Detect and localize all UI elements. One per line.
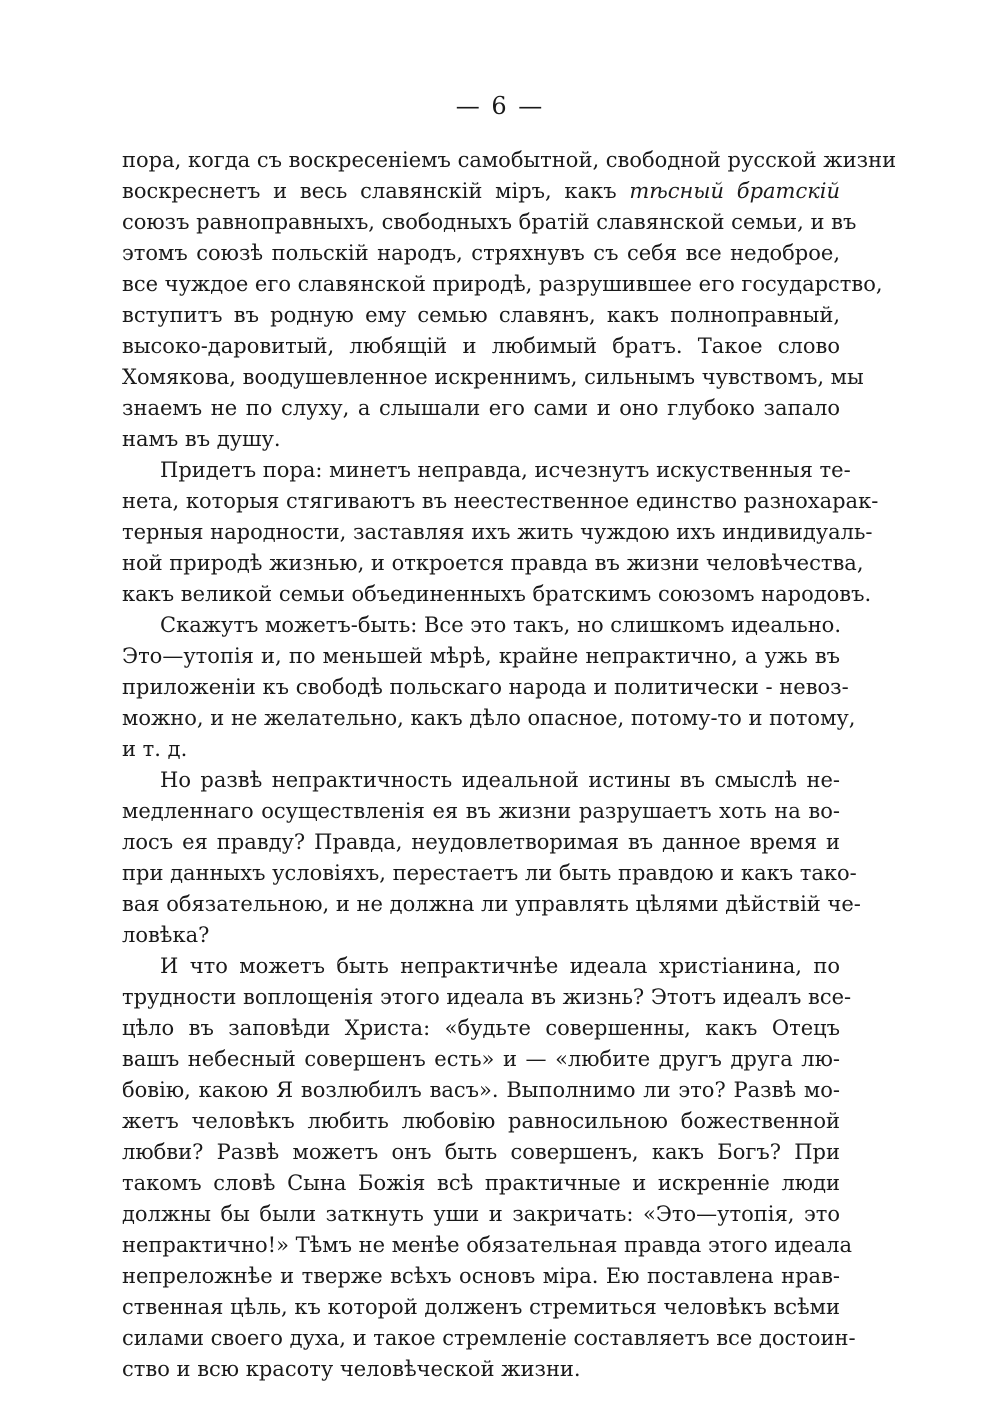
text-line: непреложнѣе и тверже всѣхъ основъ мiра. Ею поставлена нрав- [122,1264,840,1288]
text-line: Придетъ пора: минетъ неправда, исчезнутъ искуственныя те- [160,458,851,482]
text-line: какъ великой семьи объединенныхъ братскимъ союзомъ народовъ. [122,582,872,606]
body-text [122,145,897,1385]
text-line: все чуждое его славянской природѣ, разрушившее его государство, [122,272,883,296]
paragraph-4 [122,765,861,951]
text-line: ной природѣ жизнью, и откроется правда въ жизни человѣчества, [122,551,864,575]
text-line: жетъ человѣкъ любить любовiю равносильною божественной [122,1109,840,1133]
text-line: вашъ небесный совершенъ есть» и — «любите другъ друга лю- [122,1047,840,1071]
text-line: ство и всю красоту человѣческой жизни. [122,1357,581,1381]
text-line: при данныхъ условiяхъ, перестаетъ ли быть правдою и какъ тако- [122,861,857,885]
text-line: ловѣка? [122,923,210,947]
text-line: вступитъ въ родную ему семью славянъ, какъ полноправный, [122,303,840,327]
italic-phrase: тѣсный братскiй [629,179,840,203]
text-line: Хомякова, воодушевленное искреннимъ, сильнымъ чувствомъ, мы [122,365,864,389]
paragraph-1 [122,145,897,455]
text-line: должны бы были заткнуть уши и закричать: «Это—утопiя, это [122,1202,840,1226]
text-segment: воскреснетъ и весь славянскiй мiръ, какъ [122,179,630,203]
text-line: пора, когда съ воскресенiемъ самобытной, свободной русской жизни [122,148,897,172]
text-line: такомъ словѣ Сына Божiя всѣ практичные и искреннiе люди [122,1171,840,1195]
text-line: непрактично!» Тѣмъ не менѣе обязательная правда этого идеала [122,1233,853,1257]
text-line: бовiю, какою Я возлюбилъ васъ». Выполнимо ли это? Развѣ мо- [122,1078,840,1102]
text-line: ственная цѣль, къ которой долженъ стремиться человѣкъ всѣми [122,1295,840,1319]
text-line: можно, и не желательно, какъ дѣло опасное, потому-то и потому, [122,706,856,730]
text-line: цѣло въ заповѣди Христа: «будьте совершенны, какъ Отецъ [122,1016,840,1040]
text-line: союзъ равноправныхъ, свободныхъ братiй славянской семьи, и въ [122,210,857,234]
text-line: этомъ союзѣ польскiй народъ, стряхнувъ съ себя все недоброе, [122,241,840,265]
text-line: высоко-даровитый, любящiй и любимый братъ. Такое слово [122,334,840,358]
text-line: Это—утопiя и, по меньшей мѣрѣ, крайне непрактично, а ужь въ [122,644,840,668]
paragraph-3 [122,610,856,765]
text-line: Но развѣ непрактичность идеальной истины въ смыслѣ не- [160,768,840,792]
text-line [122,176,840,207]
text-line: вая обязательною, и не должна ли управлять цѣлями дѣйствiй че- [122,892,861,916]
paragraph-5 [122,951,856,1385]
text-line: медленнаго осуществленiя ея въ жизни разрушаетъ хоть на во- [122,799,840,823]
text-line: терныя народности, заставляя ихъ жить чуждою ихъ индивидуаль- [122,520,873,544]
text-line: лосъ ея правду? Правда, неудовлетворимая въ данное время и [122,830,840,854]
page-number: — 6 — [455,92,545,120]
text-line: любви? Развѣ можетъ онъ быть совершенъ, какъ Богъ? При [122,1140,840,1164]
text-line: приложенiи къ свободѣ польскаго народа и политически - невоз- [122,675,849,699]
text-line: трудности воплощенiя этого идеала въ жизнь? Этотъ идеалъ все- [122,985,852,1009]
text-line: силами своего духа, и такое стремленiе составляетъ все достоин- [122,1326,856,1350]
text-line: намъ въ душу. [122,427,281,451]
text-line: Скажутъ можетъ-быть: Все это такъ, но слишкомъ идеально. [160,613,842,637]
text-line: знаемъ не по слуху, а слышали его сами и оно глубоко запало [122,396,840,420]
text-line: нета, которыя стягиваютъ въ неестественное единство разнохарак- [122,489,879,513]
paragraph-2 [122,455,879,610]
text-line: и т. д. [122,737,188,761]
text-line: И что можетъ быть непрактичнѣе идеала христiанина, по [160,954,840,978]
